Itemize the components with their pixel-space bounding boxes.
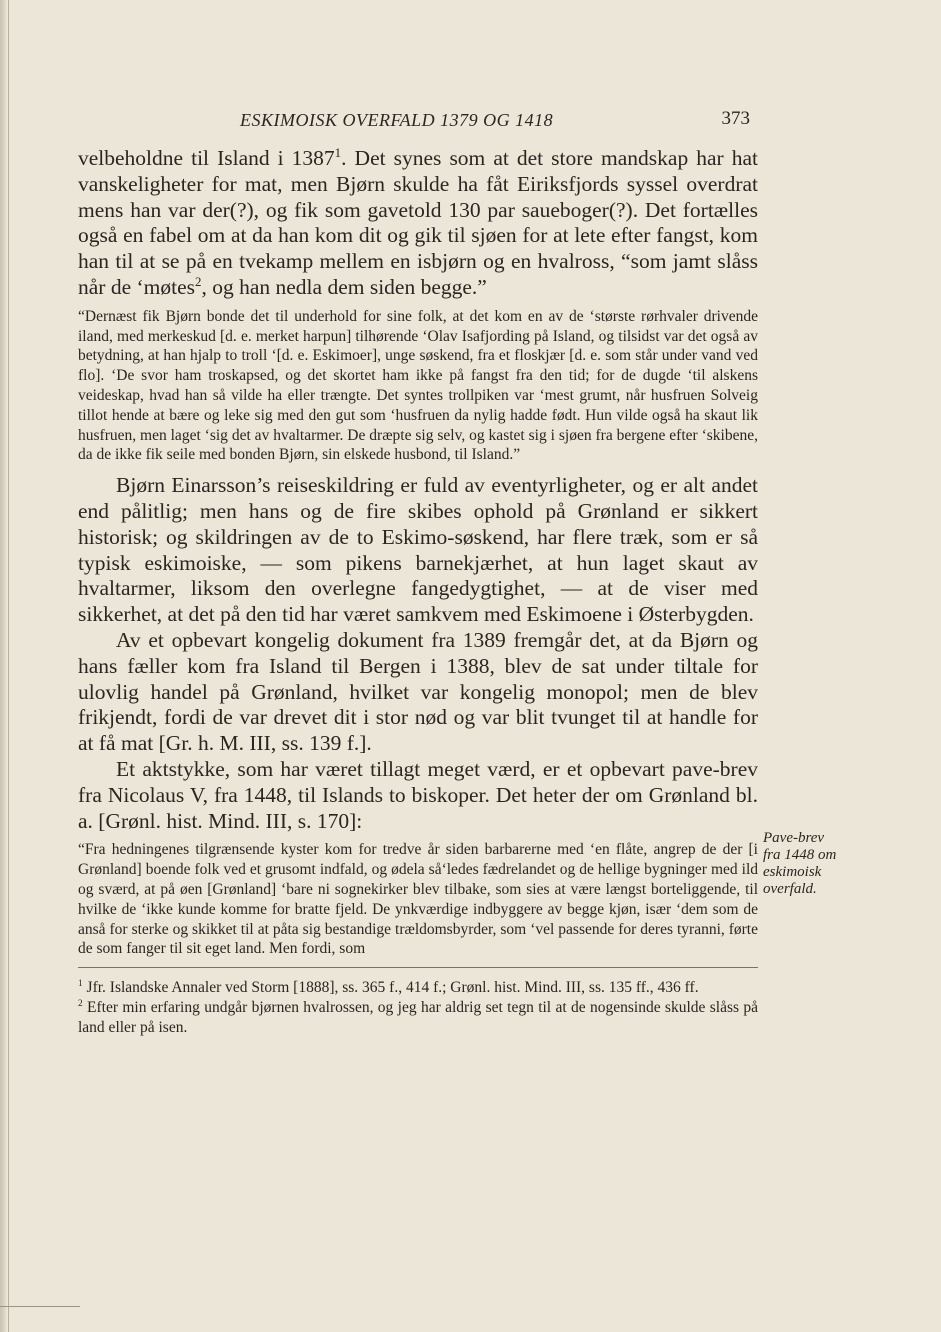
block-quote-saga: “Dernæst fik Bjørn bonde det til underhold for sine folk, at det kom en av de ‘største rørhvaler drivende iland, med merkeskud [d. e. merket harpun] tilhørende ‘Olav Isafjording på Island, og tilsidst var det også av betydning, at han hjalp to troll ‘[d. e. Eskimoer], unge søskend, fra et floskjær [d. e. som står under vand ved flo]. ‘De svor ham troskapsed, og det skortet ham ikke på fangst fra den tid; for de dugde ‘til alskens veideskap, hvad han så vilde ha eller trængte. Det syntes trollpiken var ‘mest grumt, når husfruen Solveig tillot hende at bære og leke sig med den gut som ‘husfruen da nylig hadde født. Hun vilde også ha skaut lik husfruen, men laget ‘sig det av hvaltarmer. De dræpte sig selv, og kastet sig i sjøen fra bergene efter ‘skibene, da de ikke fik seile med bonden Bjørn, sin elskede husbond, til Island.” <box>78 307 758 464</box>
bottom-left-mark <box>0 1306 80 1307</box>
page-edge-shadow <box>0 0 6 1332</box>
paragraph-4: Et aktstykke, som har været tillagt meget værd, er et opbevart pave-brev fra Nicolaus V, fra 1448, til Islands to biskoper. Det heter der om Grønland bl. a. [Grønl. hist. Mind. III, s. 170]: <box>78 756 758 833</box>
footnote-1 <box>78 978 758 998</box>
footnote-1-marker: 1 <box>78 978 83 989</box>
binding-margin-line <box>8 0 9 1332</box>
footnote-2-marker: 2 <box>78 998 83 1009</box>
footnotes <box>78 978 758 1038</box>
paragraph-2: Bjørn Einarsson’s reiseskildring er fuld av eventyrligheter, og er alt andet end pålitlig; men hans og de fire skibes ophold på Grønland er sikkert historisk; og skildringen av de to Eskimo-søskend, har flere træk, som er så typisk eskimoiske, — som pikens barnekjærhet, at hun laget skaut av hvaltarmer, liksom den overlegne fangedygtighet, — at de viser med sikkerhet, at det på den tid har været samkvem med Eskimoene i Østerbygden. <box>78 473 758 627</box>
running-title: ESKIMOISK OVERFALD 1379 OG 1418 <box>240 110 554 130</box>
footnote-ref-1: 1 <box>334 145 342 160</box>
footnote-ref-2: 2 <box>195 274 202 289</box>
paragraph-3: Av et opbevart kongelig dokument fra 1389 fremgår det, at da Bjørn og hans fæller kom fra Island til Bergen i 1388, blev de sat under tiltale for ulovlig handel på Grønland, hvilket var kongelig monopol; men de blev frikjendt, fordi de var drevet dit i stor nød og var blit tvunget til at handle for at få mat [Gr. h. M. III, ss. 139 f.]. <box>78 627 758 756</box>
footnote-2 <box>78 998 758 1038</box>
paragraph-1-start: velbeholdne til Island i 1387 <box>78 146 335 170</box>
paragraph-1-end: , og han nedla dem siden begge.” <box>201 274 487 299</box>
paragraph-1 <box>78 146 758 301</box>
footnote-1-text: Jfr. Islandske Annaler ved Storm [1888], ss. 365 f., 414 f.; Grønl. hist. Mind. III, ss. 135 ff., 436 ff. <box>86 979 699 997</box>
footnote-divider <box>78 967 758 968</box>
page-body <box>78 146 758 1038</box>
margin-note-line-1: Pave-brev <box>763 830 825 846</box>
page-header <box>240 110 750 134</box>
block-quote-papal-letter: “Fra hedningenes tilgrænsende kyster kom for tredve år siden barbarerne med ‘en flåte, angrep de der [i Grønland] boende folk ved et grusomt indfald, og ødela så‘ledes fædrelandet og de hellige bygninger med ild og sværd, at på øen [Grønland] ‘bare ni sognekirker blev tilbake, som sies at være længst borteliggende, til hvilke de ‘ikke kunde komme for bratte fjeld. De ynkværdige indbyggere av begge kjøn, især ‘dem som de anså for sterke og skikket til at påta sig bestandige trældomsbyrder, som ‘vel passende for deres tyranni, førte de som fanger til sit eget land. Men fordi, som <box>78 841 758 958</box>
margin-note-line-4: overfald. <box>763 881 817 897</box>
paragraph-1-continued: . Det synes som at det store mandskap har hat vanskeligheter for mat, men Bjørn skulde ha fåt Eiriksfjords syssel overdrat mens han var der(?), og fik som gavetold 130 par saueboger(?). Det fortælles også en fabel om at da han kom dit og gik til sjøen for at lete efter fangst, kom han til at se på en tvekamp mellem en isbjørn og en hvalross, “som jamt slåss når de ‘møtes <box>78 146 758 299</box>
footnote-2-text: Efter min erfaring undgår bjørnen hvalrossen, og jeg har aldrig set tegn til at de nogensinde skulde slåss på land eller på isen. <box>78 999 759 1037</box>
margin-note <box>763 830 893 898</box>
margin-note-line-3: eskimoisk <box>763 864 822 880</box>
margin-note-line-2: fra 1448 om <box>763 847 837 863</box>
page-number: 373 <box>721 108 750 129</box>
